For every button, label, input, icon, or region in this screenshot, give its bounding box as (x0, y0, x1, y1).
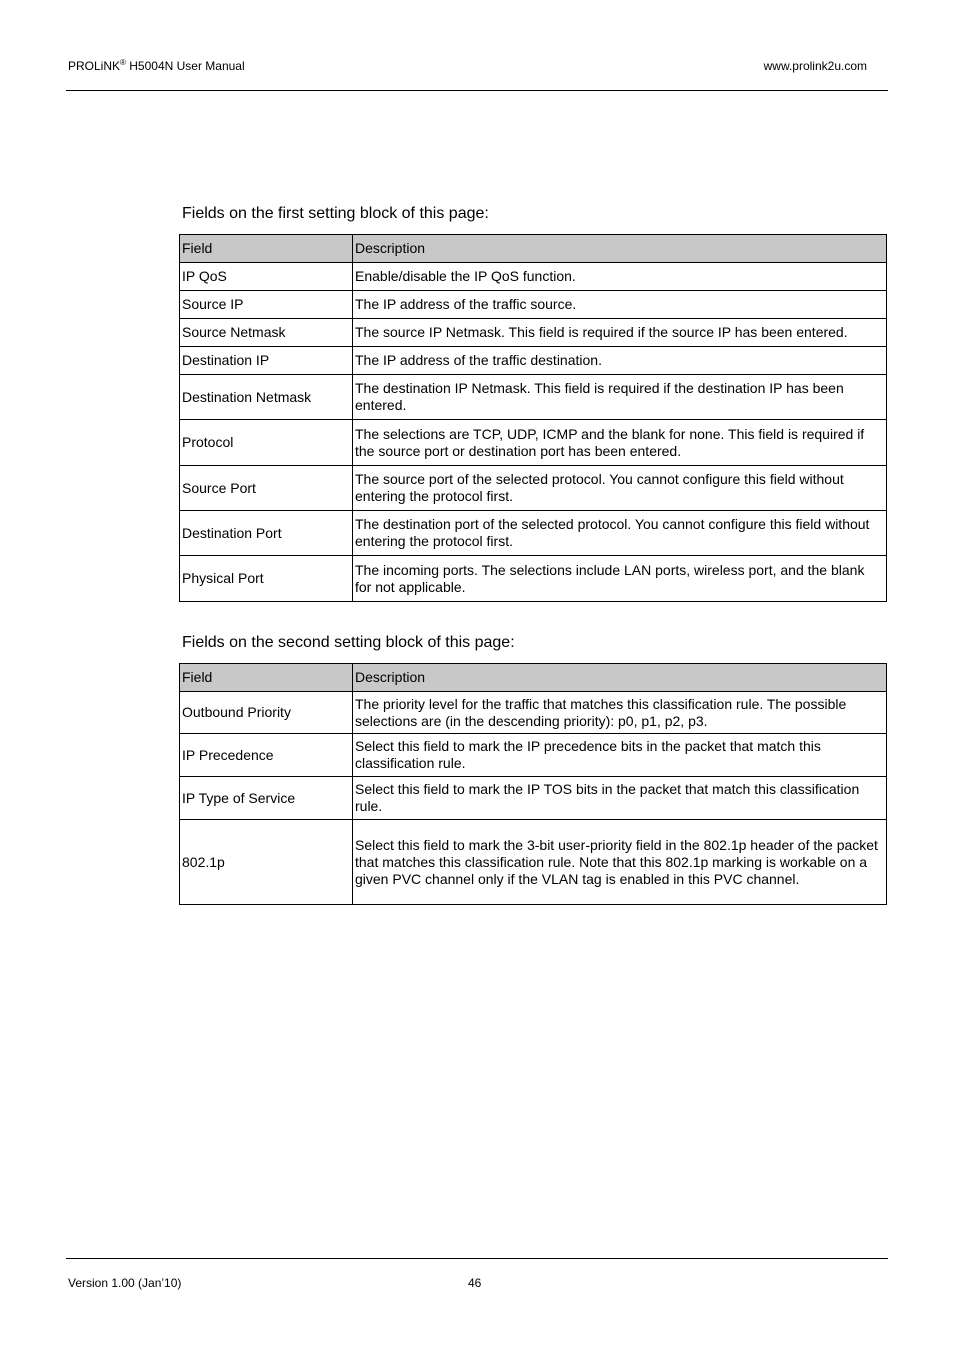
page-number: 46 (468, 1276, 482, 1290)
field-description: The destination port of the selected protocol. You cannot configure this field without entering the protocol first. (353, 511, 887, 556)
field-description: The IP address of the traffic destination. (353, 347, 887, 375)
field-description: The IP address of the traffic source. (353, 291, 887, 319)
header-divider (66, 90, 888, 91)
table-row (180, 820, 887, 905)
field-description: The incoming ports. The selections include LAN ports, wireless port, and the blank for not applicable. (353, 556, 887, 602)
field-description: The source IP Netmask. This field is required if the source IP has been entered. (353, 319, 887, 347)
field-name: Destination Port (180, 511, 353, 556)
field-name: Outbound Priority (180, 692, 353, 734)
footer-divider (66, 1258, 888, 1259)
table-row (180, 347, 887, 375)
field-description: Select this field to mark the IP precedence bits in the packet that match this classification rule. (353, 734, 887, 777)
field-description: Select this field to mark the IP TOS bits in the packet that match this classification rule. (353, 777, 887, 820)
header-manual-title (68, 59, 245, 73)
column-header-field: Field (180, 664, 353, 692)
field-name: Physical Port (180, 556, 353, 602)
field-name: Source Netmask (180, 319, 353, 347)
manual-title: H5004N User Manual (125, 59, 245, 73)
table-row (180, 375, 887, 420)
registered-mark: ® (120, 58, 126, 67)
table-row (180, 511, 887, 556)
fields-table-second-block (179, 663, 887, 905)
column-header-description: Description (353, 664, 887, 692)
table-row (180, 420, 887, 466)
field-description: Select this field to mark the 3-bit user-priority field in the 802.1p header of the packet that matches this classification rule. Note that this 802.1p marking is workable on a given PVC channel only if the VLAN tag is enabled in this PVC channel. (353, 820, 887, 905)
field-name: Destination Netmask (180, 375, 353, 420)
field-description: The source port of the selected protocol. You cannot configure this field without entering the protocol first. (353, 466, 887, 511)
field-name: 802.1p (180, 820, 353, 905)
table-row (180, 692, 887, 734)
field-name: IP Type of Service (180, 777, 353, 820)
section1-title: Fields on the first setting block of this page: (182, 205, 489, 222)
section2-title: Fields on the second setting block of this page: (182, 634, 515, 651)
column-header-description: Description (353, 235, 887, 263)
table-row (180, 263, 887, 291)
header-website: www.prolink2u.com (763, 59, 867, 73)
field-name: Destination IP (180, 347, 353, 375)
field-name: Source Port (180, 466, 353, 511)
table-row (180, 777, 887, 820)
table-row (180, 734, 887, 777)
field-description: The priority level for the traffic that matches this classification rule. The possible selections are (in the descending priority): p0, p1, p2, p3. (353, 692, 887, 734)
table-row (180, 291, 887, 319)
field-name: Source IP (180, 291, 353, 319)
table-header-row (180, 235, 887, 263)
field-name: IP Precedence (180, 734, 353, 777)
table-row (180, 466, 887, 511)
table-header-row (180, 664, 887, 692)
field-name: IP QoS (180, 263, 353, 291)
field-description: The destination IP Netmask. This field is required if the destination IP has been entered. (353, 375, 887, 420)
fields-table-first-block (179, 234, 887, 602)
brand-name: PROLiNK (68, 59, 121, 73)
field-description: The selections are TCP, UDP, ICMP and the blank for none. This field is required if the source port or destination port has been entered. (353, 420, 887, 466)
table-row (180, 556, 887, 602)
table-row (180, 319, 887, 347)
field-description: Enable/disable the IP QoS function. (353, 263, 887, 291)
column-header-field: Field (180, 235, 353, 263)
field-name: Protocol (180, 420, 353, 466)
footer-version: Version 1.00 (Jan’10) (68, 1276, 182, 1290)
